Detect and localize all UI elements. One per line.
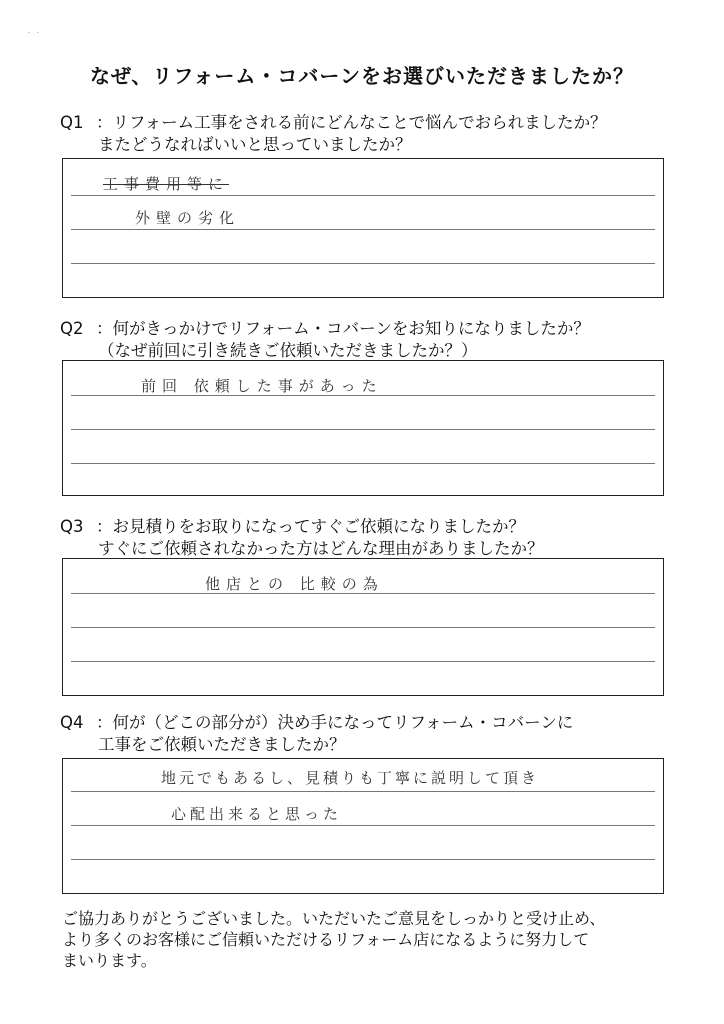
question-3 [60, 516, 700, 560]
question-text: ：何が（どこの部分が）決め手になってリフォーム・コバーンに [96, 713, 574, 732]
handwritten-answer: 地元でもあるし、見積りも丁寧に説明して頂き [161, 769, 540, 787]
question-text: すぐにご依頼されなかった方はどんな理由がありましたか？ [98, 539, 544, 558]
question-text: またどうなればいいと思っていましたか？ [98, 135, 412, 154]
answer-box-3[interactable] [62, 558, 664, 696]
footer-line: ご協力ありがとうございました。いただいたご意見をしっかりと受け止め、 [62, 909, 606, 928]
question-text: （なぜ前回に引き続きご依頼いただきましたか？） [98, 341, 478, 360]
question-label: Q2 [60, 319, 84, 338]
page-title: なぜ、リフォーム・コバーンをお選びいただきましたか？ [90, 64, 634, 88]
closing-message [62, 908, 702, 971]
handwritten-answer: 外壁の劣化 [135, 209, 241, 227]
handwritten-answer: 前回 依頼した事があった [141, 377, 383, 395]
handwritten-answer: 他店との 比較の為 [205, 575, 384, 593]
question-4 [60, 712, 700, 756]
handwritten-answer: 工事費用等に [103, 175, 230, 193]
question-label: Q3 [60, 517, 84, 536]
question-1 [60, 112, 700, 156]
footer-line: まいります。 [62, 951, 157, 970]
footer-line: より多くのお客様にご信頼いただけるリフォーム店になるように努力して [62, 930, 590, 949]
answer-box-1[interactable] [62, 158, 664, 298]
answer-box-4[interactable] [62, 758, 664, 894]
question-text: 工事をご依頼いただきましたか？ [98, 735, 346, 754]
question-label: Q1 [60, 113, 84, 132]
question-text: ：リフォーム工事をされる前にどんなことで悩んでおられましたか？ [96, 113, 607, 132]
answer-box-2[interactable] [62, 360, 664, 496]
question-label: Q4 [60, 713, 84, 732]
question-text: ：お見積りをお取りになってすぐご依頼になりましたか？ [96, 517, 525, 536]
scan-mark: ˙ ˙ [26, 30, 41, 43]
handwritten-answer: 心配出来ると思った [171, 805, 343, 823]
question-text: ：何がきっかけでリフォーム・コバーンをお知りになりましたか？ [96, 319, 590, 338]
question-2 [60, 318, 700, 362]
